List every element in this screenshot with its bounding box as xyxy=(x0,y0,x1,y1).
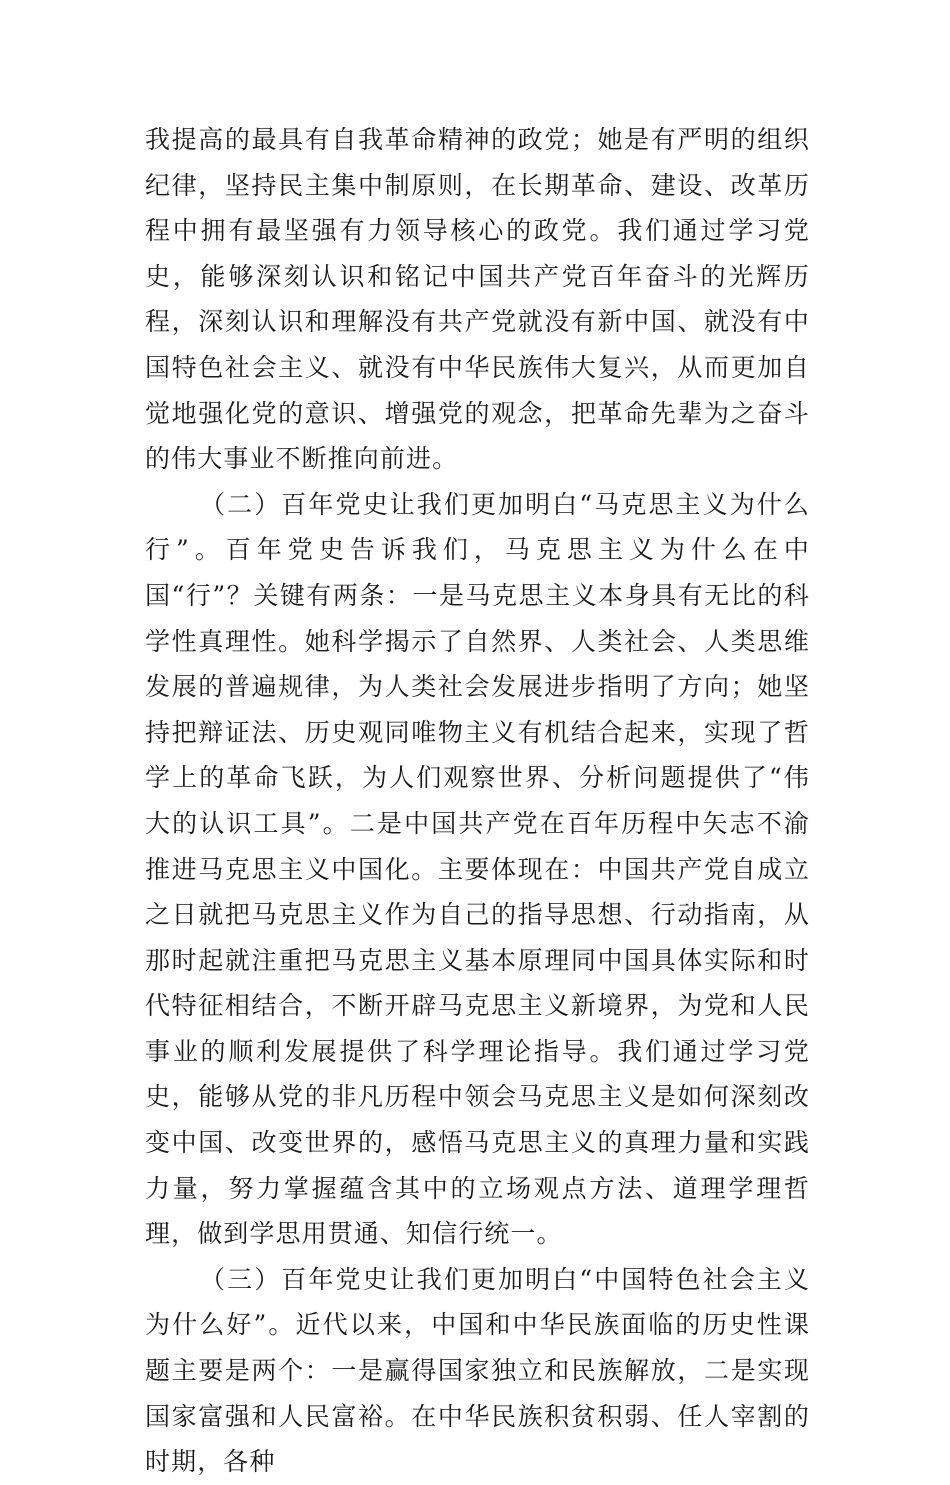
body-text xyxy=(145,117,810,1485)
paragraph-section-2: （二）百年党史让我们更加明白“马克思主义为什么行”。百年党史告诉我们，马克思主义为什么在中国“行”？关键有两条：一是马克思主义本身具有无比的科学性真理性。她科学揭示了自然界、人类社会、人类思维发展的普遍规律，为人类社会发展进步指明了方向；她坚持把辩证法、历史观同唯物主义有机结合起来，实现了哲学上的革命飞跃，为人们观察世界、分析问题提供了“伟大的认识工具”。二是中国共产党在百年历程中矢志不渝推进马克思主义中国化。主要体现在：中国共产党自成立之日就把马克思主义作为自己的指导思想、行动指南，从那时起就注重把马克思主义基本原理同中国具体实际和时代特征相结合，不断开辟马克思主义新境界，为党和人民事业的顺利发展提供了科学理论指导。我们通过学习党史，能够从党的非凡历程中领会马克思主义是如何深刻改变中国、改变世界的，感悟马克思主义的真理力量和实践力量，努力掌握蕴含其中的立场观点方法、道理学理哲理，做到学思用贯通、知信行统一。 xyxy=(145,489,810,1249)
paragraph-section-3: （三）百年党史让我们更加明白“中国特色社会主义为什么好”。近代以来，中国和中华民族面临的历史性课题主要是两个：一是赢得国家独立和民族解放，二是实现国家富强和人民富裕。在中华民族积贫积弱、任人宰割的时期，各种 xyxy=(145,1264,810,1477)
paragraph-continuation: 我提高的最具有自我革命精神的政党；她是有严明的组织纪律，坚持民主集中制原则，在长期革命、建设、改革历程中拥有最坚强有力领导核心的政党。我们通过学习党史，能够深刻认识和铭记中国共产党百年奋斗的光辉历程，深刻认识和理解没有共产党就没有新中国、就没有中国特色社会主义、就没有中华民族伟大复兴，从而更加自觉地强化党的意识、增强党的观念，把革命先辈为之奋斗的伟大事业不断推向前进。 xyxy=(145,125,810,474)
